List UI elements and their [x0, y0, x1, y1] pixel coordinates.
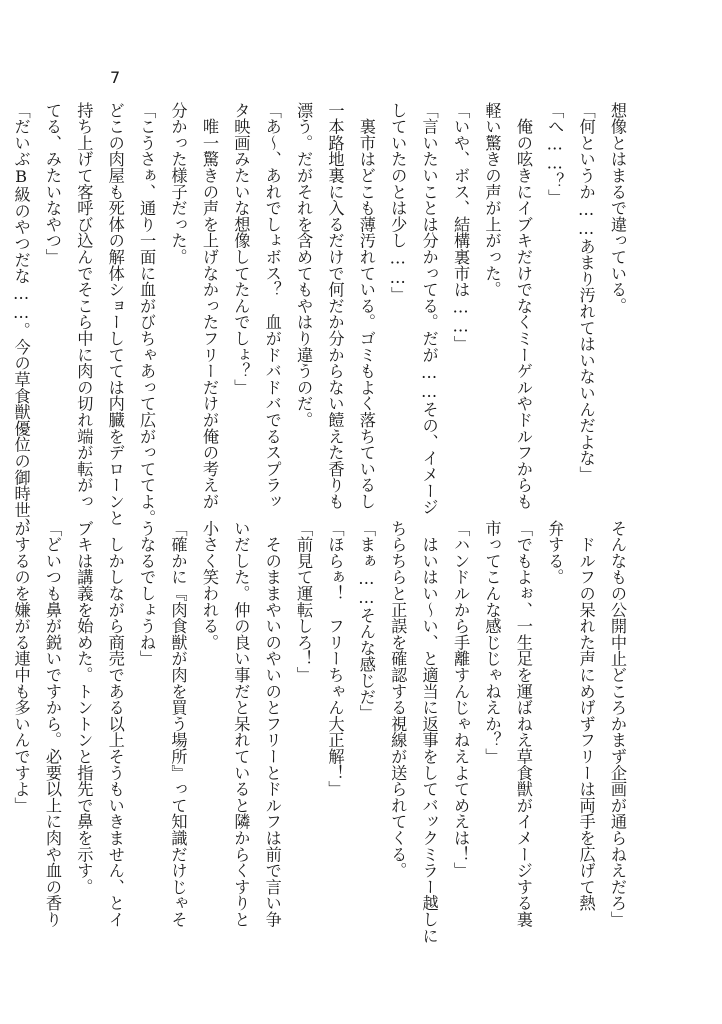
text-line: していたのとは少し……」 [388, 102, 408, 304]
text-line: そんなもの公開中止どころかまず企画が通らねえだろ」 [608, 520, 627, 928]
text-line: 「まぁ……そんな感じだ」 [356, 520, 376, 722]
text-line: いだした。仲の良い事だと呆れていると隣からくすりと [231, 520, 251, 928]
text-line: 一本路地裏に入るだけで何だか分からない饐えた香りも [325, 102, 345, 510]
text-line: 「ハンドルから手離すんじゃねえよてめえは！」 [451, 520, 471, 879]
text-line: 軽い驚きの声が上がった。 [482, 102, 502, 298]
text-line: 「だいぶB級のやつだな……。今の草食獣優位の御時世、 [11, 102, 31, 535]
text-line: 「へ……？」 [545, 102, 565, 206]
text-block-upper [12, 102, 626, 534]
text-line: どこの肉屋も死体の解体ショーしてては内臓をデローンと [105, 102, 125, 526]
text-line: ブキは講義を始めた。トントンと指先で鼻を示す。 [74, 520, 94, 895]
text-line: 弁する。 [545, 520, 565, 586]
text-line: うなるでしょうね」 [137, 520, 157, 667]
text-line: 「確かに『肉食獣が肉を買う場所』って知識だけじゃそ [168, 520, 188, 928]
text-line: ちらちらと正誤を確認する視線が送られてくる。 [388, 520, 408, 879]
text-line: 想像とはまるで違っている。 [608, 102, 627, 314]
text-line: 「こうさぁ、通り一面に血がびちゃあって広がっててよ。 [137, 102, 157, 526]
text-line: はいはい〜い、と適当に返事をしてバックミラー越しに [419, 520, 439, 944]
text-line: 「ほらぁ！ フリーちゃん大正解！」 [325, 520, 345, 798]
text-line: 「いや、ボス、結構裏市は……」 [451, 102, 471, 353]
text-line: 小さく笑われる。 [199, 520, 219, 651]
text-line: タ映画みたいな想像してたんでしょ？」 [231, 102, 251, 396]
text-line: 裏市はどこも薄汚れている。ゴミもよく落ちているし [356, 102, 376, 510]
text-line: 唯一驚きの声を上げなかったフリーだけが俺の考えが [199, 102, 219, 510]
text-line: 「でもよぉ、一生足を運ばねえ草食獣がイメージする裏 [513, 520, 533, 928]
text-line: 「あ〜、あれでしょボス？ 血がドバドバでるスプラッ [262, 102, 282, 510]
text-line: てる、みたいなやつ」 [42, 102, 62, 265]
text-line: 市ってこんな感じじゃねえか？」 [482, 520, 502, 765]
text-line: 「どいつも鼻が鋭いですから。必要以上に肉や血の香り [42, 520, 62, 928]
page-number: 7 [110, 68, 121, 87]
text-line: ドルフの呆れた声にめげずフリーは両手を広げて熱 [576, 520, 596, 912]
text-line: 漂う。だがそれを含めてもやはり違うのだ。 [294, 102, 314, 428]
text-line: がするのを嫌がる連中も多いんですよ」 [11, 520, 31, 814]
text-block-lower [12, 520, 626, 944]
text-line: 分かった様子だった。 [168, 102, 188, 265]
text-line: 「何というか……あまり汚れてはいないんだよな」 [576, 102, 596, 483]
text-line: 俺の呟きにイブキだけでなくミーゲルやドルフからも [513, 102, 533, 510]
text-line: 「前見て運転しろ！」 [294, 520, 314, 683]
text-line: しかしながら商売である以上そうもいきません、とイ [105, 520, 125, 928]
text-line: 持ち上げて客呼び込んでそこら中に肉の切れ端が転がっ [74, 102, 94, 510]
text-line: 「言いたいことは分かってる。だが……その、イメージ [419, 102, 439, 516]
text-line: そのままやいのやいのとフリーとドルフは前で言い争 [262, 520, 282, 928]
